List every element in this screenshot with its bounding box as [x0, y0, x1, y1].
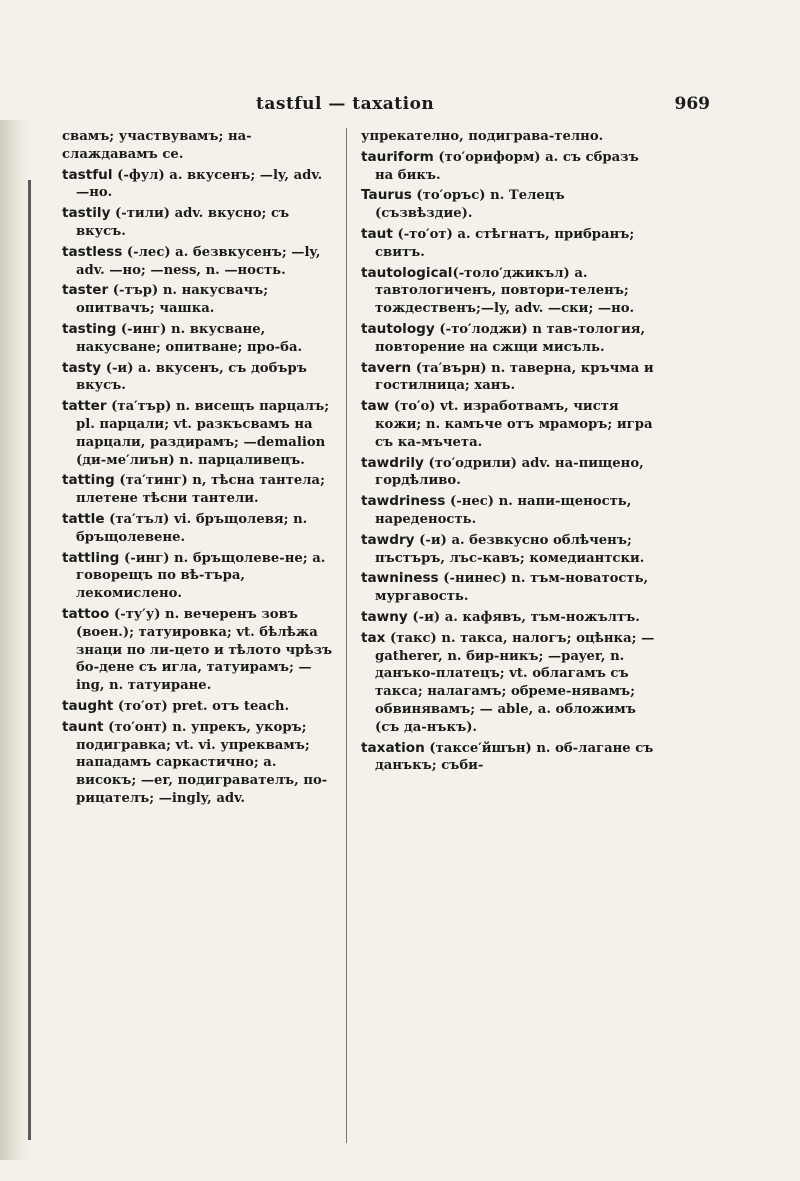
entry-headword: tawdry [361, 531, 415, 548]
scan-page-edge [0, 120, 30, 1160]
dictionary-entry [62, 282, 334, 318]
dictionary-entry [361, 493, 661, 529]
dictionary-entry [62, 128, 334, 164]
entry-definition: (-и) a. безвкусно облѣченъ; пъстъръ, лъс-кавъ; комедиантски. [375, 532, 645, 566]
dictionary-entry [361, 149, 661, 185]
dictionary-entry [62, 360, 334, 396]
entry-headword: tavern [361, 359, 412, 376]
dictionary-entry [361, 128, 661, 146]
entry-headword: taunt [62, 718, 104, 735]
entry-headword: tawdrily [361, 454, 424, 471]
dictionary-entry [361, 398, 661, 451]
entry-headword: taw [361, 398, 390, 415]
entry-headword: tastily [62, 205, 111, 222]
dictionary-entry [62, 698, 334, 716]
entry-definition: (-и) a. вкусенъ, съ добъръ вкусъ. [76, 360, 307, 394]
entry-headword: tasty [62, 359, 102, 376]
entry-headword: tautology [361, 320, 435, 337]
entry-definition: (то′ориформ) a. съ сбразъ на бикъ. [375, 149, 639, 183]
entry-definition: (та′тър) n. висещъ парцалъ; pl. парцали; vt. разкъсвамъ на парцали, раздирамъ; —demalion (ди-ме′лиън) n. парцаливецъ. [76, 399, 330, 468]
dictionary-entry [361, 570, 661, 606]
entry-headword: taut [361, 225, 393, 242]
dictionary-entry [62, 719, 334, 808]
dictionary-entry [62, 550, 334, 603]
entry-definition: (-и) a. кафявъ, тъм-ножълтъ. [407, 609, 640, 625]
entry-headword: tawdriness [361, 493, 446, 510]
entry-headword: taster [62, 282, 109, 299]
dictionary-entry [361, 609, 661, 627]
entry-headword: tastful [62, 166, 113, 183]
entry-definition: упрекателно, подиграва-телно. [361, 129, 604, 144]
entry-definition: (-инг) n. бръщолеве-не; a. говорещъ по вѣ-търа, лекомислено. [76, 550, 326, 602]
entry-headword: tatting [62, 472, 115, 489]
entry-headword: Taurus [361, 187, 412, 204]
entry-definition: (-нинес) n. тъм-новатость, мургавость. [375, 571, 649, 605]
entry-headword: tawny [361, 608, 408, 625]
dictionary-entry [361, 532, 661, 568]
entry-definition: (-нес) n. напи-щеность, нареденость. [375, 494, 632, 527]
entry-definition: (-то′от) a. стѣгнатъ, прибранъ; свитъ. [375, 226, 635, 260]
entry-headword: tax [361, 629, 386, 646]
entry-headword: tawniness [361, 570, 439, 587]
entry-definition: (-инг) n. вкусване, накусване; опитване; про-ба. [76, 321, 303, 355]
entry-definition: (-тили) adv. вкусно; съ вкусъ. [76, 206, 290, 239]
dictionary-entry [361, 187, 661, 223]
entry-definition: (-лес) a. безвкусенъ; —ly, adv. —но; —ness, n. —ность. [76, 244, 321, 278]
binding-shadow [28, 180, 31, 1140]
entry-headword: tastless [62, 243, 123, 260]
column-divider [346, 128, 347, 1143]
dictionary-entry [361, 265, 661, 318]
entry-definition: (то′от) pret. отъ teach. [113, 698, 290, 714]
dictionary-entry [62, 205, 334, 241]
entry-definition: (то′одрили) adv. на-пищено, гордѣливо. [375, 455, 644, 489]
entry-definition: (та′тинг) n, тѣсна тантела; плетене тѣсни тантели. [76, 473, 325, 507]
entry-definition: (то′оръс) n. Телецъ (съзвѣздие). [375, 188, 565, 222]
page-number: 969 [674, 94, 710, 114]
entry-headword: taught [62, 697, 114, 714]
entry-definition: (-то′лоджи) n тав-тология, повторение на сжщи мисъль. [375, 321, 646, 355]
dictionary-entry [62, 472, 334, 508]
guide-words: tastful — taxation [256, 94, 435, 114]
dictionary-entry [62, 321, 334, 357]
entry-definition: (-толо′джикъл) a. тавтологиченъ, повтори-теленъ; тождественъ;—ly, adv. —ски; —но. [375, 265, 635, 317]
entry-headword: tattoo [62, 605, 110, 622]
entry-definition: свамъ; участвувамъ; на-слаждавамъ се. [62, 129, 252, 162]
entry-headword: tautological [361, 264, 453, 281]
page-header [0, 94, 800, 118]
dictionary-entry [62, 244, 334, 280]
entry-headword: tauriform [361, 148, 434, 165]
entry-definition: (-ту′у) n. вечеренъ зовъ (воен.); татуировка; vt. бѣлѣжа знаци по ли-цето и тѣлото чрѣзъ бо-дене съ игла, татуирамъ; —ing, n. татуиране. [76, 606, 333, 694]
entry-definition: (-фул) a. вкусенъ; —ly, adv. —но. [76, 167, 323, 201]
entry-definition: (то′о) vt. изработвамъ, чистя кожи; n. камъче отъ мраморъ; игра съ ка-мъчета. [375, 399, 653, 450]
entry-headword: tatter [62, 398, 107, 415]
entry-headword: tasting [62, 320, 117, 337]
left-column [62, 128, 334, 811]
dictionary-entry [62, 398, 334, 469]
dictionary-entry [361, 321, 661, 357]
dictionary-entry [361, 740, 661, 776]
entry-definition: (таксе′йшън) n. об-лагане съ данъкъ; съби- [375, 740, 654, 774]
dictionary-entry [361, 226, 661, 262]
dictionary-entry [62, 167, 334, 203]
entry-definition: (та′върн) n. таверна, кръчма и гостилница; ханъ. [375, 360, 654, 394]
dictionary-entry [361, 630, 661, 737]
entry-definition: (то′онт) n. упрекъ, укоръ; подигравка; vt. vi. упреквамъ; нападамъ саркастично; a. високъ; —er, подигравателъ, по-рицателъ; —ingly, adv. [76, 719, 328, 806]
entry-headword: taxation [361, 739, 425, 756]
dictionary-entry [361, 455, 661, 491]
dictionary-entry [62, 511, 334, 547]
dictionary-entry [361, 360, 661, 396]
entry-definition: (-тър) n. накусвачъ; опитвачъ; чашка. [76, 283, 269, 317]
dictionary-entry [62, 606, 334, 695]
entry-headword: tattle [62, 510, 105, 527]
entry-definition: (такс) n. такса, налогъ; оцѣнка; —gatherer, n. бир-никъ; —payer, n. данъко-платецъ; vt. облагамъ съ такса; налагамъ; обреме-нявамъ; обвинявамъ; — able, a. обложимъ (съ да-нъкъ). [375, 630, 655, 735]
entry-definition: (та′тъл) vi. бръщолевя; n. бръщолевене. [76, 511, 308, 545]
right-column [361, 128, 661, 778]
entry-headword: tattling [62, 549, 120, 566]
